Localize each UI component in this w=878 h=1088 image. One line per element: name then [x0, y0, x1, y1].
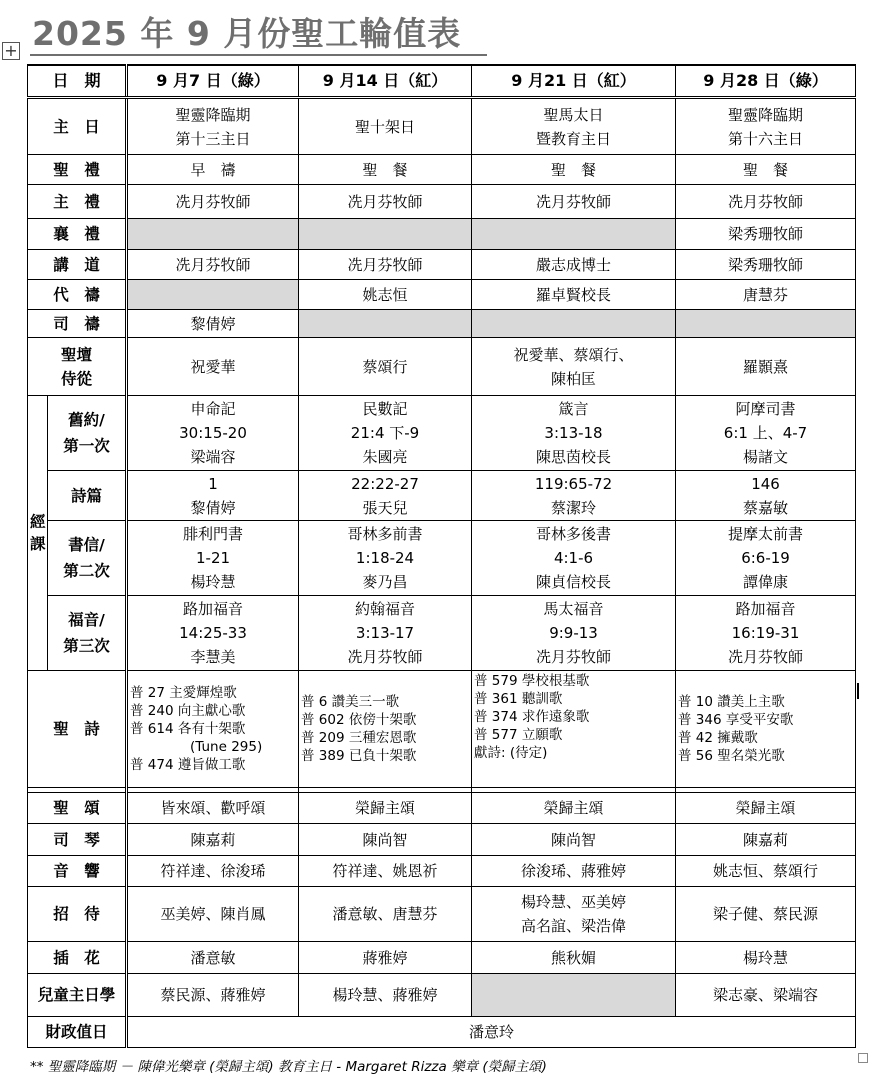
table-row	[28, 250, 856, 280]
table-row	[28, 942, 856, 974]
table-cell: 119:65-72 蔡潔玲	[472, 471, 676, 521]
row-label: 書信/ 第二次	[48, 521, 127, 596]
table-cell: 聖 餐	[299, 155, 472, 185]
lessons-group-label: 經 課	[28, 396, 48, 671]
table-cell: 巫美婷、陳肖鳳	[127, 887, 299, 942]
table-cell: 提摩太前書 6:6-19 譚偉康	[676, 521, 856, 596]
row-label: 插 花	[28, 942, 127, 974]
empty-cell	[472, 219, 676, 250]
table-row	[28, 219, 856, 250]
table-cell: 1 黎倩婷	[127, 471, 299, 521]
row-label: 講 道	[28, 250, 127, 280]
table-row	[28, 396, 856, 471]
row-label: 音 響	[28, 856, 127, 887]
table-row	[28, 98, 856, 155]
table-row	[28, 471, 856, 521]
table-cell: 羅卓賢校長	[472, 280, 676, 310]
table-cell: 約翰福音 3:13-17 冼月芬牧師	[299, 596, 472, 671]
table-cell: 姚志恒、蔡頌行	[676, 856, 856, 887]
table-cell: 蔡頌行	[299, 338, 472, 396]
table-cell: 冼月芬牧師	[472, 185, 676, 219]
table-cell: 22:22-27 張天兒	[299, 471, 472, 521]
table-cell: 陳嘉莉	[127, 824, 299, 856]
hymn-list: 普 6 讚美三一歌 普 602 依傍十架歌 普 209 三種宏恩歌 普 389 已負十架歌	[299, 671, 472, 788]
row-label: 主 禮	[28, 185, 127, 219]
row-label: 福音/ 第三次	[48, 596, 127, 671]
table-cell: 蔣雅婷	[299, 942, 472, 974]
row-label: 主 日	[28, 98, 127, 155]
table-cell: 冼月芬牧師	[299, 185, 472, 219]
table-row	[28, 596, 856, 671]
table-cell: 冼月芬牧師	[127, 250, 299, 280]
table-row	[28, 793, 856, 824]
table-cell: 哥林多前書 1:18-24 麥乃昌	[299, 521, 472, 596]
date-header: 9 月21 日（紅）	[472, 65, 676, 98]
table-cell: 榮歸主頌	[472, 793, 676, 824]
table-row	[28, 887, 856, 942]
table-cell: 黎倩婷	[127, 310, 299, 338]
table-cell: 146 蔡嘉敏	[676, 471, 856, 521]
date-header: 9 月7 日（綠）	[127, 65, 299, 98]
table-row	[28, 155, 856, 185]
table-row	[28, 824, 856, 856]
table-cell: 潘意玲	[127, 1017, 856, 1048]
date-header: 9 月28 日（綠）	[676, 65, 856, 98]
empty-cell	[472, 974, 676, 1017]
page-title: 2025 年 9 月份聖工輪值表	[32, 14, 462, 53]
table-cell: 聖馬太日 暨教育主日	[472, 98, 676, 155]
table-cell: 早 禱	[127, 155, 299, 185]
empty-cell	[127, 219, 299, 250]
empty-cell	[676, 310, 856, 338]
table-cell: 冼月芬牧師	[299, 250, 472, 280]
row-label: 聖 詩	[28, 671, 127, 788]
empty-cell	[299, 310, 472, 338]
roster-table	[27, 64, 856, 1048]
row-label: 聖壇 侍從	[28, 338, 127, 396]
row-label: 財政值日	[28, 1017, 127, 1048]
table-cell: 皆來頌、歡呼頌	[127, 793, 299, 824]
table-cell: 祝愛華	[127, 338, 299, 396]
table-move-handle[interactable]: +	[2, 42, 20, 60]
table-row	[28, 1017, 856, 1048]
row-label: 招 待	[28, 887, 127, 942]
row-label: 兒童主日學	[28, 974, 127, 1017]
table-cell: 梁秀珊牧師	[676, 250, 856, 280]
table-cell: 冼月芬牧師	[127, 185, 299, 219]
table-cell: 聖 餐	[472, 155, 676, 185]
table-cell: 聖靈降臨期 第十三主日	[127, 98, 299, 155]
table-cell: 楊玲慧、巫美婷 高名誼、梁浩偉	[472, 887, 676, 942]
table-cell: 陳尚智	[299, 824, 472, 856]
table-row	[28, 974, 856, 1017]
table-cell: 聖靈降臨期 第十六主日	[676, 98, 856, 155]
row-label: 司 禱	[28, 310, 127, 338]
row-label: 代 禱	[28, 280, 127, 310]
table-row	[28, 856, 856, 887]
table-cell: 聖 餐	[676, 155, 856, 185]
row-label: 詩篇	[48, 471, 127, 521]
table-cell: 符祥達、姚恩祈	[299, 856, 472, 887]
table-row	[28, 280, 856, 310]
table-row	[28, 521, 856, 596]
table-row	[28, 338, 856, 396]
table-cell: 陳嘉莉	[676, 824, 856, 856]
table-cell: 唐慧芬	[676, 280, 856, 310]
row-label: 聖 禮	[28, 155, 127, 185]
table-cell: 羅顥熹	[676, 338, 856, 396]
table-cell: 姚志恒	[299, 280, 472, 310]
table-cell: 阿摩司書 6:1 上、4-7 楊諸文	[676, 396, 856, 471]
text-cursor	[857, 683, 859, 699]
table-cell: 潘意敏	[127, 942, 299, 974]
empty-cell	[299, 219, 472, 250]
table-cell: 腓利門書 1-21 楊玲慧	[127, 521, 299, 596]
row-label: 司 琴	[28, 824, 127, 856]
table-cell: 箴言 3:13-18 陳思茵校長	[472, 396, 676, 471]
table-cell: 祝愛華、蔡頌行、 陳柏匡	[472, 338, 676, 396]
footnote: ** 聖靈降臨期 － 陳偉光樂章 (榮歸主頌) 教育主日 - Margaret Rizza 樂章 (榮歸主頌)	[30, 1059, 547, 1075]
table-cell: 徐浚琋、蔣雅婷	[472, 856, 676, 887]
table-cell: 陳尚智	[472, 824, 676, 856]
table-cell: 楊玲慧	[676, 942, 856, 974]
table-row	[28, 185, 856, 219]
row-label: 聖 頌	[28, 793, 127, 824]
table-cell: 申命記 30:15-20 梁端容	[127, 396, 299, 471]
table-resize-handle[interactable]	[858, 1053, 868, 1063]
table-cell: 梁秀珊牧師	[676, 219, 856, 250]
row-label: 襄 禮	[28, 219, 127, 250]
title-underline	[30, 54, 487, 56]
header-row	[28, 65, 856, 98]
hymn-list: 普 27 主愛輝煌歌 普 240 向主獻心歌 普 614 各有十架歌 (Tune 295) 普 474 遵旨做工歌	[127, 671, 299, 788]
table-cell: 梁子健、蔡民源	[676, 887, 856, 942]
table-cell: 潘意敏、唐慧芬	[299, 887, 472, 942]
table-cell: 梁志豪、梁端容	[676, 974, 856, 1017]
table-cell: 符祥達、徐浚琋	[127, 856, 299, 887]
table-cell: 熊秋媚	[472, 942, 676, 974]
table-cell: 榮歸主頌	[299, 793, 472, 824]
table-cell: 哥林多後書 4:1-6 陳貞信校長	[472, 521, 676, 596]
table-cell: 聖十架日	[299, 98, 472, 155]
table-cell: 馬太福音 9:9-13 冼月芬牧師	[472, 596, 676, 671]
table-row	[28, 671, 856, 788]
table-row	[28, 310, 856, 338]
hymn-list: 普 10 讚美上主歌 普 346 享受平安歌 普 42 擁戴歌 普 56 聖名榮光歌	[676, 671, 856, 788]
table-cell: 民數記 21:4 下-9 朱國亮	[299, 396, 472, 471]
table-cell: 冼月芬牧師	[676, 185, 856, 219]
table-cell: 嚴志成博士	[472, 250, 676, 280]
table-cell: 路加福音 16:19-31 冼月芬牧師	[676, 596, 856, 671]
table-cell: 楊玲慧、蔣雅婷	[299, 974, 472, 1017]
empty-cell	[472, 310, 676, 338]
hymn-list: 普 579 學校根基歌 普 361 聽訓歌 普 374 求作遠象歌 普 577 立願歌 獻詩: (待定)	[472, 671, 676, 788]
table-cell: 蔡民源、蔣雅婷	[127, 974, 299, 1017]
table-cell: 榮歸主頌	[676, 793, 856, 824]
row-label: 舊約/ 第一次	[48, 396, 127, 471]
empty-cell	[127, 280, 299, 310]
date-column-label: 日 期	[28, 65, 127, 98]
date-header: 9 月14 日（紅）	[299, 65, 472, 98]
table-cell: 路加福音 14:25-33 李慧美	[127, 596, 299, 671]
